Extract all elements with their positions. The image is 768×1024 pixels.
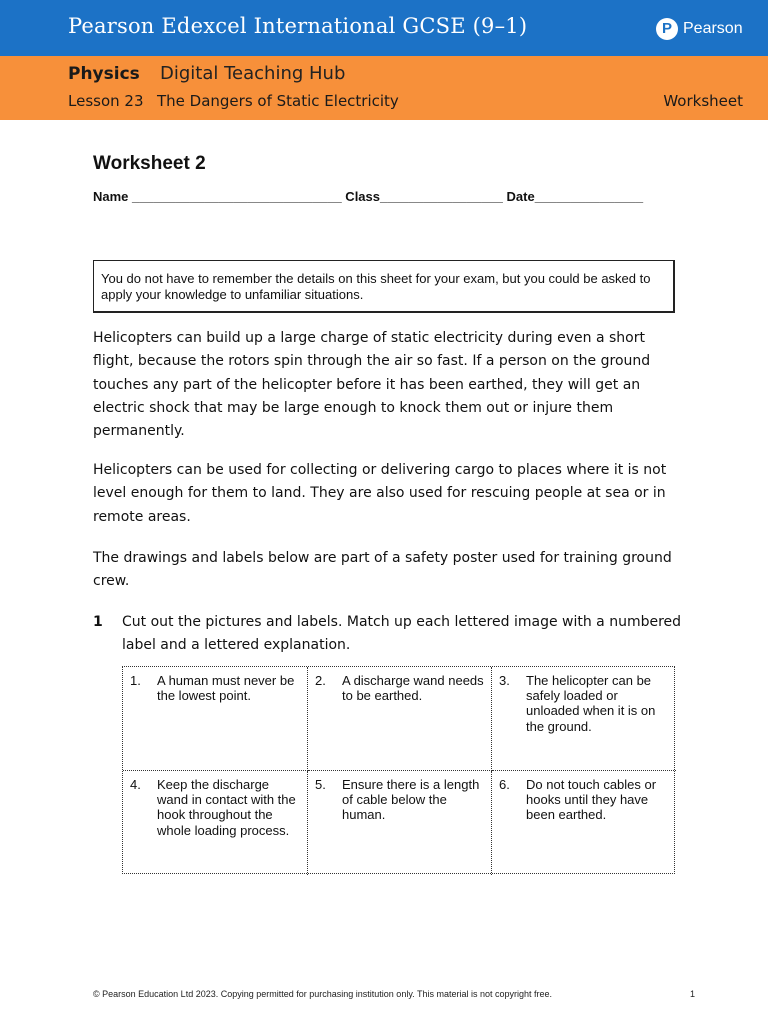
labels-table <box>122 666 675 874</box>
pearson-logo <box>656 17 743 41</box>
top-banner <box>0 0 768 56</box>
paragraph-helicopter-uses: Helicopters can be used for collecting or delivering cargo to places where it is not level enough for them to land. They are also used for rescuing people at sea or in remote areas. <box>93 462 667 525</box>
copyright-footer: © Pearson Education Ltd 2023. Copying permitted for purchasing institution only. This material is not copyright free. <box>93 989 553 999</box>
label-number: 5. <box>315 777 326 792</box>
paragraph-safety-poster: The drawings and labels below are part of a safety poster used for training ground crew. <box>93 550 672 590</box>
label-text: The helicopter can be safely loaded or unloaded when it is on the ground. <box>526 673 656 734</box>
label-number: 1. <box>130 673 141 688</box>
question-number: 1 <box>93 614 103 630</box>
pearson-logo-icon: P <box>656 18 678 40</box>
hub-name: Digital Teaching Hub <box>160 63 346 84</box>
label-text: A human must never be the lowest point. <box>157 673 295 704</box>
name-class-date-fields: Name _____________________________ Class_________________ Date_______________ <box>93 189 644 204</box>
label-text: A discharge wand needs to be earthed. <box>342 673 484 704</box>
lesson-label: Lesson 23 <box>68 92 144 110</box>
label-number: 4. <box>130 777 141 792</box>
label-number: 3. <box>499 673 510 688</box>
subject-banner <box>0 56 768 120</box>
question-text: Cut out the pictures and labels. Match up each lettered image with a numbered label and a lettered explanation. <box>122 614 682 654</box>
label-cell <box>123 771 308 875</box>
label-cell <box>492 771 676 875</box>
label-cell <box>308 667 492 771</box>
label-cell <box>308 771 492 875</box>
worksheet-title: Worksheet 2 <box>93 153 206 174</box>
label-number: 6. <box>499 777 510 792</box>
pearson-logo-text: Pearson <box>683 20 743 37</box>
lesson-title: The Dangers of Static Electricity <box>157 92 399 110</box>
exam-notice-box: You do not have to remember the details on this sheet for your exam, but you could be asked to apply your knowledge to unfamiliar situations. <box>93 260 675 313</box>
label-text: Do not touch cables or hooks until they have been earthed. <box>526 777 657 823</box>
page-number: 1 <box>690 989 696 999</box>
subject-name: Physics <box>68 64 140 84</box>
label-cell <box>492 667 676 771</box>
sheet-type: Worksheet <box>663 92 743 110</box>
label-text: Keep the discharge wand in contact with the hook throughout the whole loading process. <box>157 777 296 838</box>
label-cell <box>123 667 308 771</box>
paragraph-static-charge: Helicopters can build up a large charge of static electricity during even a short flight, because the rotors spin through the air so fast. If a person on the ground touches any part of the helicopter before it has been earthed, they will get an electric shock that may be large enough to knock them out or injure them permanently. <box>93 330 651 440</box>
qualification-title: Pearson Edexcel International GCSE (9–1) <box>68 14 528 38</box>
label-text: Ensure there is a length of cable below the human. <box>342 777 480 823</box>
label-number: 2. <box>315 673 326 688</box>
